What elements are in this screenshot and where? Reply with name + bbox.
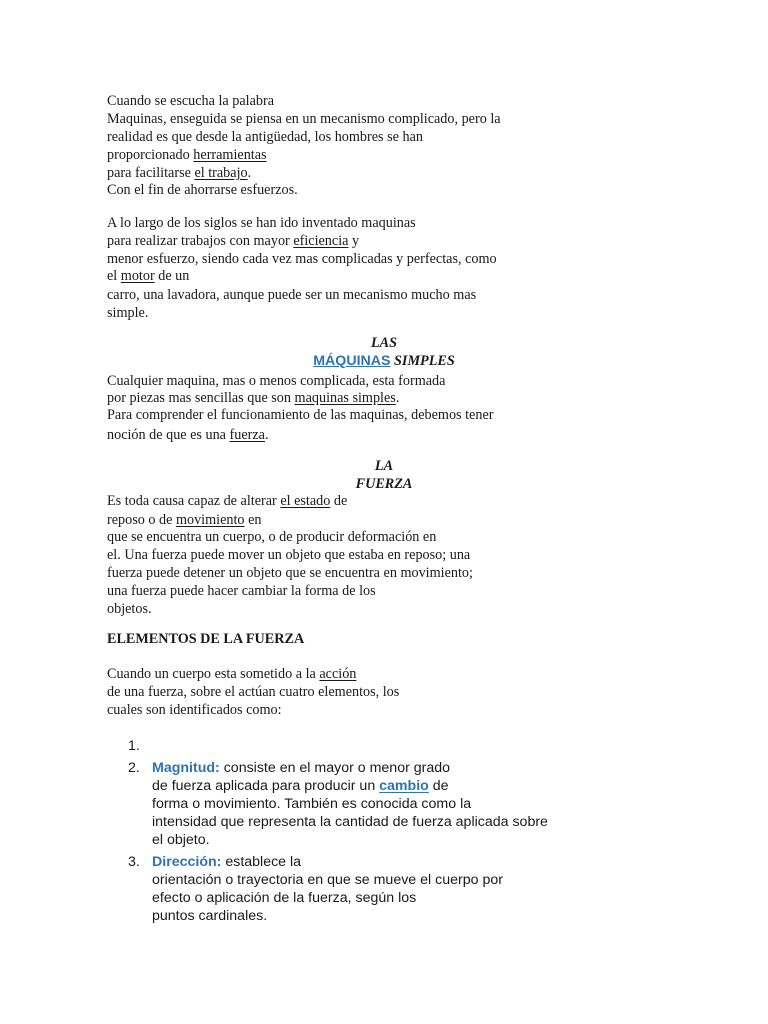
text-line: Con el fin de ahorrarse esfuerzos. bbox=[107, 182, 298, 198]
list-item-line: el objeto. bbox=[152, 832, 210, 848]
link-motor[interactable]: motor bbox=[120, 268, 155, 284]
text-line: Es toda causa capaz de alterar el estado de bbox=[107, 493, 348, 509]
list-item-line: efecto o aplicación de la fuerza, según los bbox=[152, 890, 417, 906]
section-title: LAS bbox=[370, 335, 398, 351]
section-title: MÁQUINAS SIMPLES bbox=[313, 353, 455, 369]
text-line: de una fuerza, sobre el actúan cuatro elementos, los bbox=[107, 684, 400, 700]
text-line: cuales son identificados como: bbox=[107, 702, 282, 718]
text-line: por piezas mas sencillas que son maquinas simples. bbox=[107, 390, 400, 406]
elementos-heading: ELEMENTOS DE LA FUERZA bbox=[107, 631, 305, 647]
text-line: proporcionado herramientas bbox=[107, 147, 267, 163]
link-cambio[interactable]: cambio bbox=[379, 778, 429, 794]
list-item-line: Magnitud: consiste en el mayor o menor grado bbox=[152, 760, 451, 776]
link-maquinas-simples[interactable]: maquinas simples bbox=[294, 390, 396, 406]
link-el-trabajo[interactable]: el trabajo bbox=[194, 165, 248, 181]
text-line: A lo largo de los siglos se han ido inventado maquinas bbox=[107, 215, 416, 231]
list-number: 2. bbox=[128, 760, 140, 776]
list-item-line: orientación o trayectoria en que se mueve el cuerpo por bbox=[152, 872, 503, 888]
link-maquinas[interactable]: MÁQUINAS bbox=[313, 353, 391, 369]
text-line: fuerza puede detener un objeto que se encuentra en movimiento; bbox=[107, 565, 473, 581]
list-number: 3. bbox=[128, 854, 140, 870]
link-accion[interactable]: acción bbox=[319, 666, 357, 682]
list-number: 1. bbox=[128, 738, 140, 754]
list-item-line: forma o movimiento. También es conocida como la bbox=[152, 796, 472, 812]
text-line: que se encuentra un cuerpo, o de producir deformación en bbox=[107, 529, 437, 545]
section-title: FUERZA bbox=[355, 476, 413, 492]
link-herramientas[interactable]: herramientas bbox=[193, 147, 267, 163]
text-line: una fuerza puede hacer cambiar la forma de los bbox=[107, 583, 376, 599]
link-movimiento[interactable]: movimiento bbox=[175, 512, 245, 528]
text-line: para facilitarse el trabajo. bbox=[107, 165, 252, 181]
text-line: Cuando un cuerpo esta sometido a la acción bbox=[107, 666, 357, 682]
link-el-estado[interactable]: el estado bbox=[280, 493, 331, 509]
list-item-line: puntos cardinales. bbox=[152, 908, 268, 924]
text-line: Para comprender el funcionamiento de las maquinas, debemos tener bbox=[107, 407, 494, 423]
text-line: Maquinas, enseguida se piensa en un mecanismo complicado, pero la bbox=[107, 111, 501, 127]
text-line: Cualquier maquina, mas o menos complicada, esta formada bbox=[107, 373, 446, 389]
section-title: LA bbox=[374, 458, 394, 474]
text-line: carro, una lavadora, aunque puede ser un mecanismo mucho mas bbox=[107, 287, 477, 303]
list-item-line: Dirección: establece la bbox=[152, 854, 302, 870]
text-line: el motor de un bbox=[107, 268, 190, 284]
link-fuerza[interactable]: fuerza bbox=[229, 427, 265, 443]
text-line: realidad es que desde la antigüedad, los hombres se han bbox=[107, 129, 423, 145]
text-line: menor esfuerzo, siendo cada vez mas complicadas y perfectas, como bbox=[107, 251, 497, 267]
list-item-line: de fuerza aplicada para producir un cambio de bbox=[152, 778, 449, 794]
term-magnitud: Magnitud: bbox=[152, 760, 220, 776]
text-line: noción de que es una fuerza. bbox=[107, 427, 269, 443]
text-line: reposo o de movimiento en bbox=[107, 512, 262, 528]
list-item-line: intensidad que representa la cantidad de fuerza aplicada sobre bbox=[152, 814, 548, 830]
term-direccion: Dirección: bbox=[152, 854, 222, 870]
text-line: Cuando se escucha la palabra bbox=[107, 93, 275, 109]
link-eficiencia[interactable]: eficiencia bbox=[293, 233, 349, 249]
text-line: objetos. bbox=[107, 601, 152, 617]
text-line: para realizar trabajos con mayor eficiencia y bbox=[107, 233, 360, 249]
text-line: simple. bbox=[107, 305, 149, 321]
text-line: el. Una fuerza puede mover un objeto que estaba en reposo; una bbox=[107, 547, 471, 563]
